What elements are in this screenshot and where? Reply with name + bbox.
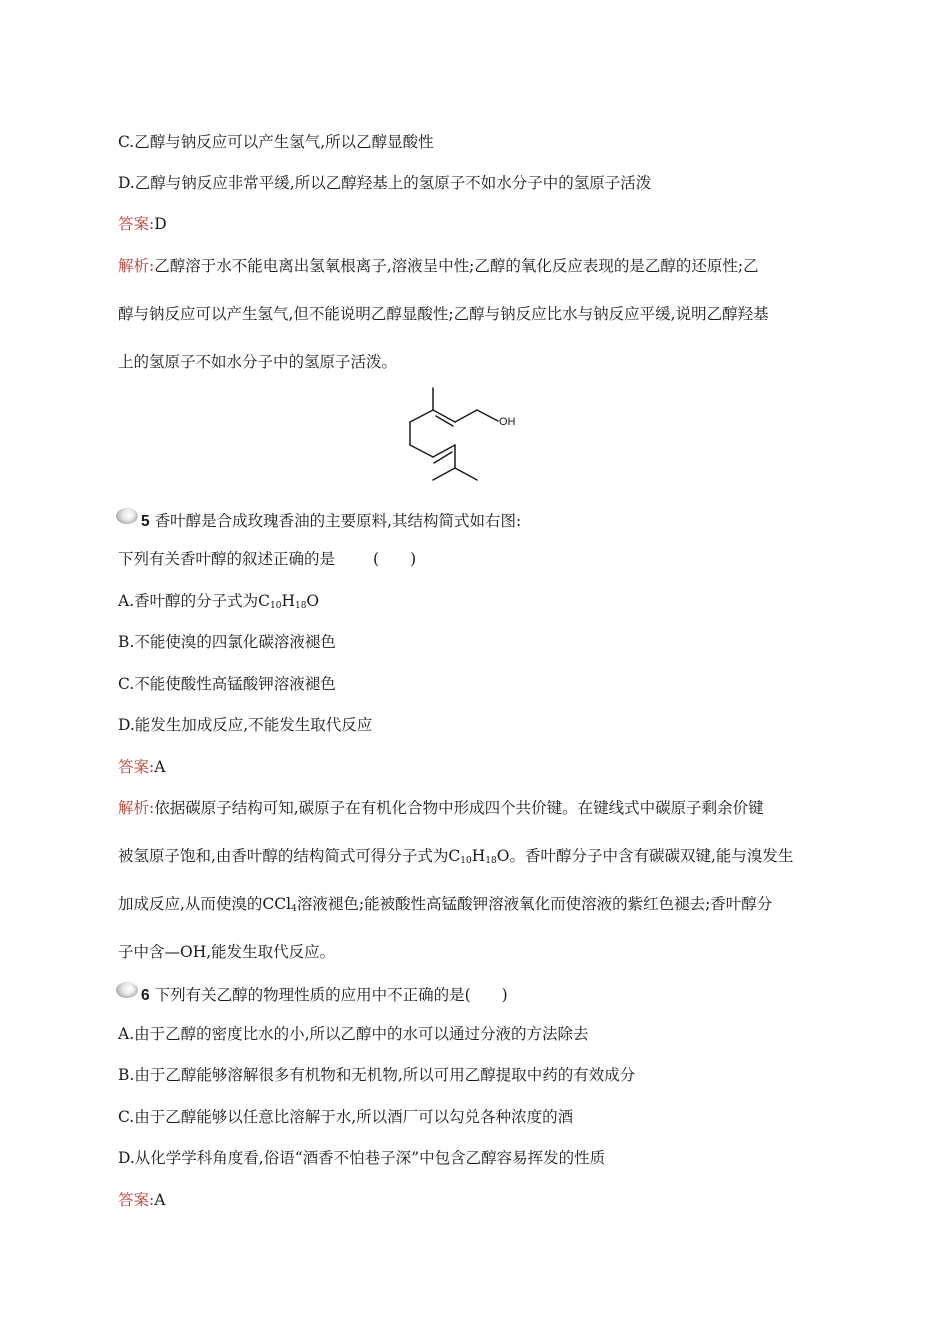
q6-option-b: B.由于乙醇能够溶解很多有机物和无机物,所以可用乙醇提取中药的有效成分 xyxy=(118,1066,636,1084)
answer-label: 答案: xyxy=(118,215,155,233)
q5-question xyxy=(118,549,416,569)
q5-analysis-line-4: 子中含—OH,能发生取代反应。 xyxy=(118,943,336,961)
q6-option-a: A.由于乙醇的密度比水的小,所以乙醇中的水可以通过分液的方法除去 xyxy=(118,1025,589,1043)
q5-option-c: C.不能使酸性高锰酸钾溶液褪色 xyxy=(118,675,336,693)
subscript: 10 xyxy=(460,856,472,866)
q6-number: 6 xyxy=(141,987,150,1004)
bond-c1-c0 xyxy=(455,410,477,422)
q5-option-b: B.不能使溴的四氯化碳溶液褪色 xyxy=(118,633,336,651)
q5-number: 5 xyxy=(141,513,150,530)
q5-stem xyxy=(141,511,521,532)
formula-o: O xyxy=(306,592,320,610)
oh-label: OH xyxy=(499,416,516,428)
answer-label: 答案: xyxy=(118,1191,155,1209)
q5-question-text: 下列有关香叶醇的叙述正确的是 xyxy=(118,550,336,568)
q6-stem-text: 下列有关乙醇的物理性质的应用中不正确的是( ) xyxy=(154,986,508,1004)
answer-value: D xyxy=(154,215,167,233)
q5-analysis-line-2 xyxy=(118,846,793,871)
subscript: 18 xyxy=(294,601,307,611)
q5-option-a-text: A.香叶醇的分子式为C xyxy=(118,592,270,610)
formula-h: H xyxy=(471,847,486,865)
question-bullet-icon xyxy=(116,508,138,524)
bond-c5-c6 xyxy=(410,445,433,457)
q5-stem-text: 香叶醇是合成玫瑰香油的主要原料,其结构简式如右图: xyxy=(154,512,522,530)
q6-answer xyxy=(118,1190,165,1210)
bond-double-inner-bottom xyxy=(434,452,452,463)
bond-methyl-left xyxy=(433,468,455,480)
analysis-text: 被氢原子饱和,由香叶醇的结构简式可得分子式为C xyxy=(118,847,461,865)
analysis-text: O。香叶醇分子中含有碳碳双键,能与溴发生 xyxy=(496,847,794,865)
analysis-label: 解析: xyxy=(118,799,155,817)
bond-methyl-right xyxy=(455,468,477,480)
subscript: 10 xyxy=(269,601,282,611)
q5-option-d: D.能发生加成反应,不能发生取代反应 xyxy=(118,716,373,734)
q5-analysis-line-1 xyxy=(118,798,764,818)
geraniol-structure-diagram xyxy=(390,380,540,485)
analysis-text: 加成反应,从而使溴的CCl xyxy=(118,895,292,913)
q4-analysis-line-1 xyxy=(118,256,759,276)
bond-c3-c4 xyxy=(410,410,433,422)
analysis-text: 乙醇溶于水不能电离出氢氧根离子,溶液呈中性;乙醇的氧化反应表现的是乙醇的还原性;乙 xyxy=(154,257,759,275)
q6-option-d: D.从化学学科角度看,俗语“酒香不怕巷子深”中包含乙醇容易挥发的性质 xyxy=(118,1149,606,1167)
bond-c6-c7 xyxy=(433,445,455,457)
question-bullet-icon xyxy=(116,982,138,998)
answer-label: 答案: xyxy=(118,758,155,776)
q4-option-d: D.乙醇与钠反应非常平缓,所以乙醇羟基上的氢原子不如水分子中的氢原子活泼 xyxy=(118,174,652,192)
answer-value: A xyxy=(154,1191,166,1209)
q4-analysis-line-3: 上的氢原子不如水分子中的氢原子活泼。 xyxy=(118,353,398,371)
q4-analysis-line-2: 醇与钠反应可以产生氢气,但不能说明乙醇显酸性;乙醇与钠反应比水与钠反应平缓,说明乙醇羟基 xyxy=(118,305,769,323)
q5-option-a xyxy=(118,591,319,616)
subscript: 18 xyxy=(485,856,497,866)
q6-option-c: C.由于乙醇能够以任意比溶解于水,所以酒厂可以勾兑各种浓度的酒 xyxy=(118,1108,574,1126)
formula-h: H xyxy=(281,592,295,610)
q5-answer-paren: ( ) xyxy=(373,550,417,568)
q5-answer xyxy=(118,757,165,777)
analysis-text: 溶液褪色;能被酸性高锰酸钾溶液氧化而使溶液的紫红色褪去;香叶醇分 xyxy=(296,895,773,913)
analysis-text: 依据碳原子结构可知,碳原子在有机化合物中形成四个共价键。在键线式中碳原子剩余价键 xyxy=(154,799,764,817)
analysis-label: 解析: xyxy=(118,257,155,275)
q5-analysis-line-3 xyxy=(118,894,772,919)
subscript: 4 xyxy=(291,904,297,914)
answer-value: A xyxy=(154,758,166,776)
q6-stem xyxy=(141,985,508,1006)
bond-c0-oh xyxy=(477,410,498,421)
q4-answer xyxy=(118,214,167,234)
q4-option-c: C.乙醇与钠反应可以产生氢气,所以乙醇显酸性 xyxy=(118,133,434,151)
bond-double-inner-top xyxy=(436,416,453,426)
